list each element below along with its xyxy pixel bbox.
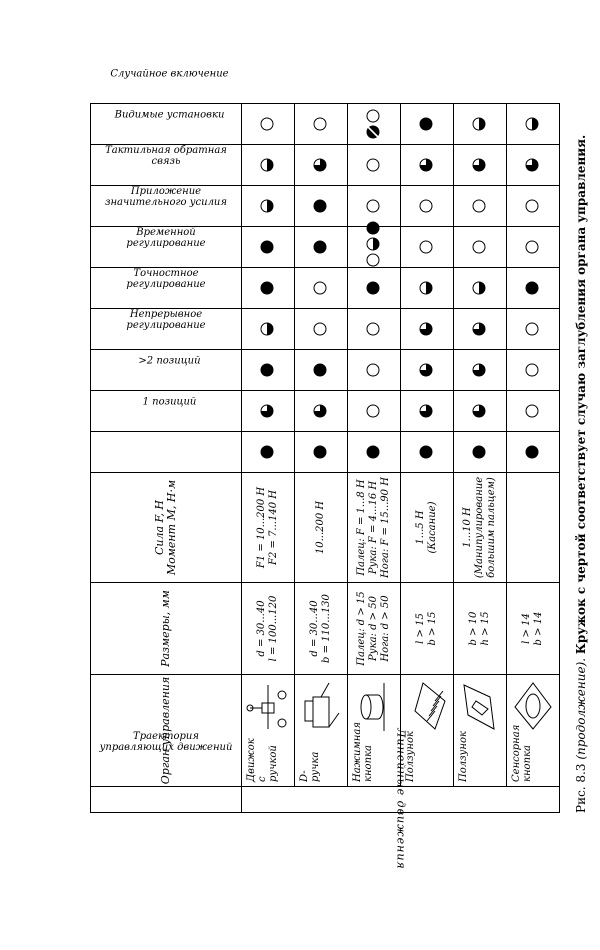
organ-label: D-ручка [299,751,321,782]
mark-cell [295,432,348,473]
size-cell [507,583,560,675]
mark-cell [295,309,348,350]
three-quarter-circle-icon [419,322,433,336]
full-circle-icon [260,240,274,254]
table-row [507,104,560,813]
mark-cell [242,227,295,268]
mark-cell [348,391,401,432]
property-header: Тактильная обратная связь [91,186,242,227]
mark-cell [454,227,507,268]
organ-cell [295,675,348,787]
empty-circle-icon [313,281,327,295]
caption-italic: (продолжение). [574,657,588,760]
force-line: F1 = 10...200 Н [256,486,267,569]
mark-cell [242,268,295,309]
mark-cell [401,268,454,309]
empty-circle-icon [472,199,486,213]
size-line: d = 30...40 [309,600,320,657]
empty-circle-icon [366,158,380,172]
force-cell [401,473,454,583]
size-line: d = 30...40 [256,600,267,657]
force-cell [295,473,348,583]
full-circle-icon [366,221,380,235]
mark-cell [295,391,348,432]
force-line: (Касание) [427,501,438,554]
size-line: b > 15 [427,611,438,646]
full-circle-icon [366,445,380,459]
property-header: Непрерывное регулирование [91,350,242,391]
empty-circle-icon [366,253,380,267]
mark-cell [242,432,295,473]
size-header: Размеры, мм [91,583,242,675]
mark-cell [348,227,401,268]
organ-label: Ползунок [458,731,469,782]
empty-circle-icon [472,240,486,254]
mark-cell [507,350,560,391]
organ-cell [348,675,401,787]
mark-cell [401,145,454,186]
size-line: h > 15 [480,611,491,646]
half-circle-icon [472,117,486,131]
full-circle-icon [260,281,274,295]
mark-cell [507,104,560,145]
organ-cell [401,675,454,787]
empty-circle-icon [525,322,539,336]
mark-cell [454,432,507,473]
force-cell [348,473,401,583]
group-header: Траектория управляющих движений [91,787,242,813]
mark-cell [242,104,295,145]
empty-circle-icon [313,117,327,131]
size-cell [401,583,454,675]
mark-cell [348,145,401,186]
empty-circle-icon [366,404,380,418]
mark-cell [401,391,454,432]
empty-circle-icon [419,240,433,254]
organ-cell [242,675,295,787]
size-cell [242,583,295,675]
mark-cell [507,391,560,432]
full-circle-icon [313,445,327,459]
force-line: 1...5 Н [415,510,426,545]
group-label: Линейные движения [394,728,407,871]
property-header: 1 позиций [91,432,242,473]
mark-cell [295,104,348,145]
half-circle-icon [260,158,274,172]
mark-cell [454,145,507,186]
mark-cell [454,391,507,432]
mark-cell [454,309,507,350]
full-circle-icon [313,363,327,377]
full-circle-icon [366,281,380,295]
slashed-circle-icon [366,125,380,139]
mark-cell [295,227,348,268]
size-line: Рука: d > 50 [368,596,379,661]
mark-cell [295,186,348,227]
force-cell [454,473,507,583]
size-line: l > 14 [521,613,532,644]
size-cell [348,583,401,675]
table-row [454,104,507,813]
table-row [348,104,401,813]
size-line: Нога: d > 50 [380,595,391,662]
table-row [295,104,348,813]
mark-cell [401,432,454,473]
organ-label: Ползунок [405,731,416,782]
mark-cell [242,186,295,227]
full-circle-icon [419,445,433,459]
caption-text: Кружок с чертой соответствует случаю заглубления органа управления. [574,134,588,655]
force-line: Палец: F = 1...8 Н [356,479,367,576]
header-row [91,104,242,813]
mark-cell [348,309,401,350]
controls-table [90,68,588,871]
push-button-sketch-icon [352,679,396,735]
mark-cell [348,350,401,391]
half-circle-icon [260,199,274,213]
slider-sketch-icon [405,679,449,735]
size-line: b > 14 [533,611,544,646]
empty-circle-icon [366,199,380,213]
full-circle-icon [525,445,539,459]
empty-circle-icon [525,363,539,377]
half-circle-icon [472,281,486,295]
three-quarter-circle-icon [472,158,486,172]
half-circle-icon [260,322,274,336]
empty-circle-icon [366,322,380,336]
mark-cell [348,104,401,145]
mark-cell [242,350,295,391]
size-cell [454,583,507,675]
mark-cell [454,268,507,309]
half-circle-icon [366,237,380,251]
force-line: Рука: F = 4...16 Н [368,480,379,575]
force-cell [507,473,560,583]
thumb-slider-sketch-icon [458,679,502,735]
three-quarter-circle-icon [419,404,433,418]
mark-cell [507,145,560,186]
table-row [242,104,295,813]
mark-cell [454,350,507,391]
empty-circle-icon [366,109,380,123]
property-header: Случайное включение [91,104,242,145]
mark-cell [295,145,348,186]
property-header: Приложение значительного усилия [91,227,242,268]
sensor-button-sketch-icon [511,679,555,735]
force-line: (Манипулирование большим пальцем) [474,476,497,579]
three-quarter-circle-icon [472,322,486,336]
force-line: Нога: F = 15...90 Н [380,477,391,578]
property-header: Точностное регулирование [91,309,242,350]
property-header: Видимые установки [91,145,242,186]
force-cell [242,473,295,583]
empty-circle-icon [525,199,539,213]
mark-cell [242,309,295,350]
table-row [401,104,454,813]
size-cell [295,583,348,675]
size-line: b > 10 [468,611,479,646]
full-circle-icon [313,240,327,254]
mark-cell [295,268,348,309]
mark-cell [401,350,454,391]
full-circle-icon [525,281,539,295]
mark-cell [242,145,295,186]
mark-cell [401,104,454,145]
rotated-table-block [90,68,588,871]
empty-circle-icon [419,199,433,213]
mark-cell [507,268,560,309]
size-line: l > 15 [415,613,426,644]
three-quarter-circle-icon [313,158,327,172]
mark-cell [507,309,560,350]
mark-cell [401,227,454,268]
mark-cell [507,432,560,473]
full-circle-icon [313,199,327,213]
mark-cell [401,186,454,227]
full-circle-icon [419,117,433,131]
mark-cell [242,391,295,432]
three-quarter-circle-icon [419,363,433,377]
mark-cell [507,186,560,227]
size-line: b = 110...130 [321,594,332,663]
empty-circle-icon [525,404,539,418]
half-circle-icon [525,117,539,131]
size-line: Палец: d > 15 [356,591,367,666]
three-quarter-circle-icon [419,158,433,172]
three-quarter-circle-icon [313,404,327,418]
three-quarter-circle-icon [472,404,486,418]
force-line: 10...200 Н [315,500,326,555]
full-circle-icon [472,445,486,459]
mark-cell [401,309,454,350]
size-line: l = 100...120 [268,595,279,662]
property-header: Временной регулирование [91,268,242,309]
empty-circle-icon [525,240,539,254]
organ-label: Нажимная кнопка [352,722,374,782]
table-body [242,104,560,871]
mark-cell [454,186,507,227]
mark-cell [454,104,507,145]
organ-label: Сенсорная кнопка [511,724,533,782]
d-handle-sketch-icon [299,679,343,735]
property-header: >2 позиций [91,391,242,432]
empty-circle-icon [260,117,274,131]
full-circle-icon [260,445,274,459]
half-circle-icon [419,281,433,295]
empty-circle-icon [366,363,380,377]
mark-cell [348,432,401,473]
empty-circle-icon [313,322,327,336]
organ-cell [507,675,560,787]
figure-caption [560,103,588,813]
mark-cell [507,227,560,268]
mark-cell [348,268,401,309]
organ-cell [454,675,507,787]
three-quarter-circle-icon [260,404,274,418]
three-quarter-circle-icon [525,158,539,172]
slider-handle-sketch-icon [246,679,290,735]
organ-label: Движок с ручкой [246,738,279,782]
organ-header: Орган управления [91,675,242,787]
force-header: Сила F, Н Момент M, Н·м [91,473,242,583]
force-line: 1...10 Н [462,507,473,548]
three-quarter-circle-icon [472,363,486,377]
force-line: F2 = 7...140 Н [268,490,279,565]
mark-cell [295,350,348,391]
caption-prefix: Рис. 8.3 [574,763,588,813]
full-circle-icon [260,363,274,377]
